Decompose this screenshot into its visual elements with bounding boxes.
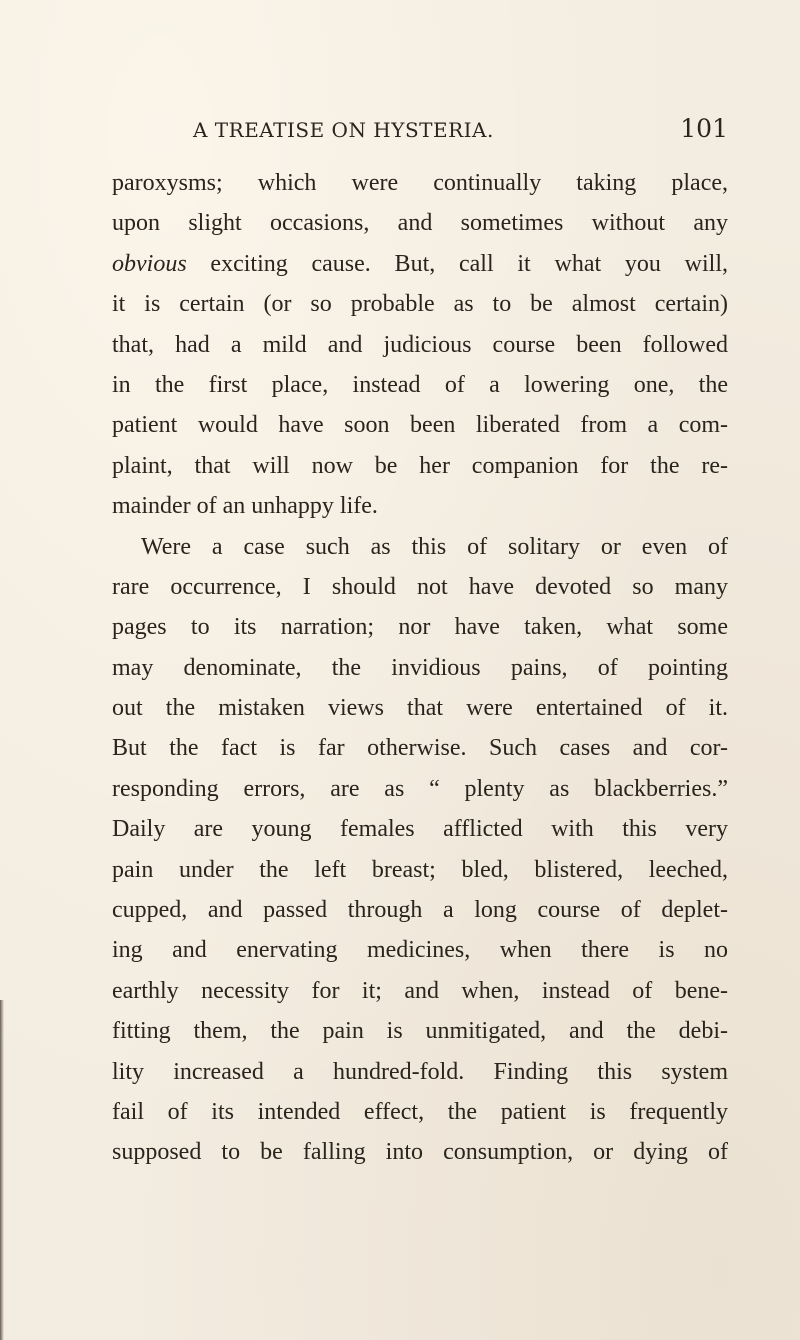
text-line: supposed to be falling into consumption, or dying of xyxy=(112,1139,728,1166)
text-line: pages to its narration; nor have taken, what some xyxy=(112,614,728,641)
text-line: earthly necessity for it; and when, instead of bene- xyxy=(112,977,728,1004)
text-line: lity increased a hundred-fold. Finding this system xyxy=(112,1058,728,1085)
text-line: fail of its intended effect, the patient is frequently xyxy=(112,1098,728,1125)
text-line: may denominate, the invidious pains, of pointing xyxy=(112,654,728,681)
text-line: out the mistaken views that were entertained of it. xyxy=(112,695,728,722)
text-line: ing and enervating medicines, when there is no xyxy=(112,937,728,964)
text-line: Daily are young females afflicted with this very xyxy=(112,816,728,843)
text-line: it is certain (or so probable as to be almost certain) xyxy=(112,291,728,318)
text-line: plaint, that will now be her companion for the re- xyxy=(112,452,728,479)
text-line: responding errors, are as “ plenty as blackberries.” xyxy=(112,775,728,802)
line-remainder: exciting cause. But, call it what you will, xyxy=(186,250,728,277)
text-line: cupped, and passed through a long course of deplet- xyxy=(112,897,728,924)
text-line: that, had a mild and judicious course been followed xyxy=(112,331,728,358)
text-line: upon slight occasions, and sometimes without any xyxy=(112,210,728,237)
page-edge-shadow xyxy=(0,1000,4,1340)
text-line: in the first place, instead of a lowering one, the xyxy=(112,371,728,398)
text-line: mainder of an unhappy life. xyxy=(112,493,378,520)
italic-word: obvious xyxy=(112,250,187,277)
text-line: rare occurrence, I should not have devoted so many xyxy=(112,573,728,600)
text-line: pain under the left breast; bled, blistered, leeched, xyxy=(112,856,728,883)
paragraph-start-line: Were a case such as this of solitary or even of xyxy=(141,533,728,560)
text-line: fitting them, the pain is unmitigated, and the debi- xyxy=(112,1018,728,1045)
text-line: patient would have soon been liberated from a com- xyxy=(112,412,728,439)
text-line: paroxysms; which were continually taking place, xyxy=(112,170,728,196)
page-number: 101 xyxy=(680,114,728,143)
page-header xyxy=(193,110,728,146)
text-line: But the fact is far otherwise. Such cases and cor- xyxy=(112,735,728,762)
running-title: A TREATISE ON HYSTERIA. xyxy=(193,118,494,142)
text-line xyxy=(112,244,728,284)
body-text xyxy=(112,163,728,1173)
